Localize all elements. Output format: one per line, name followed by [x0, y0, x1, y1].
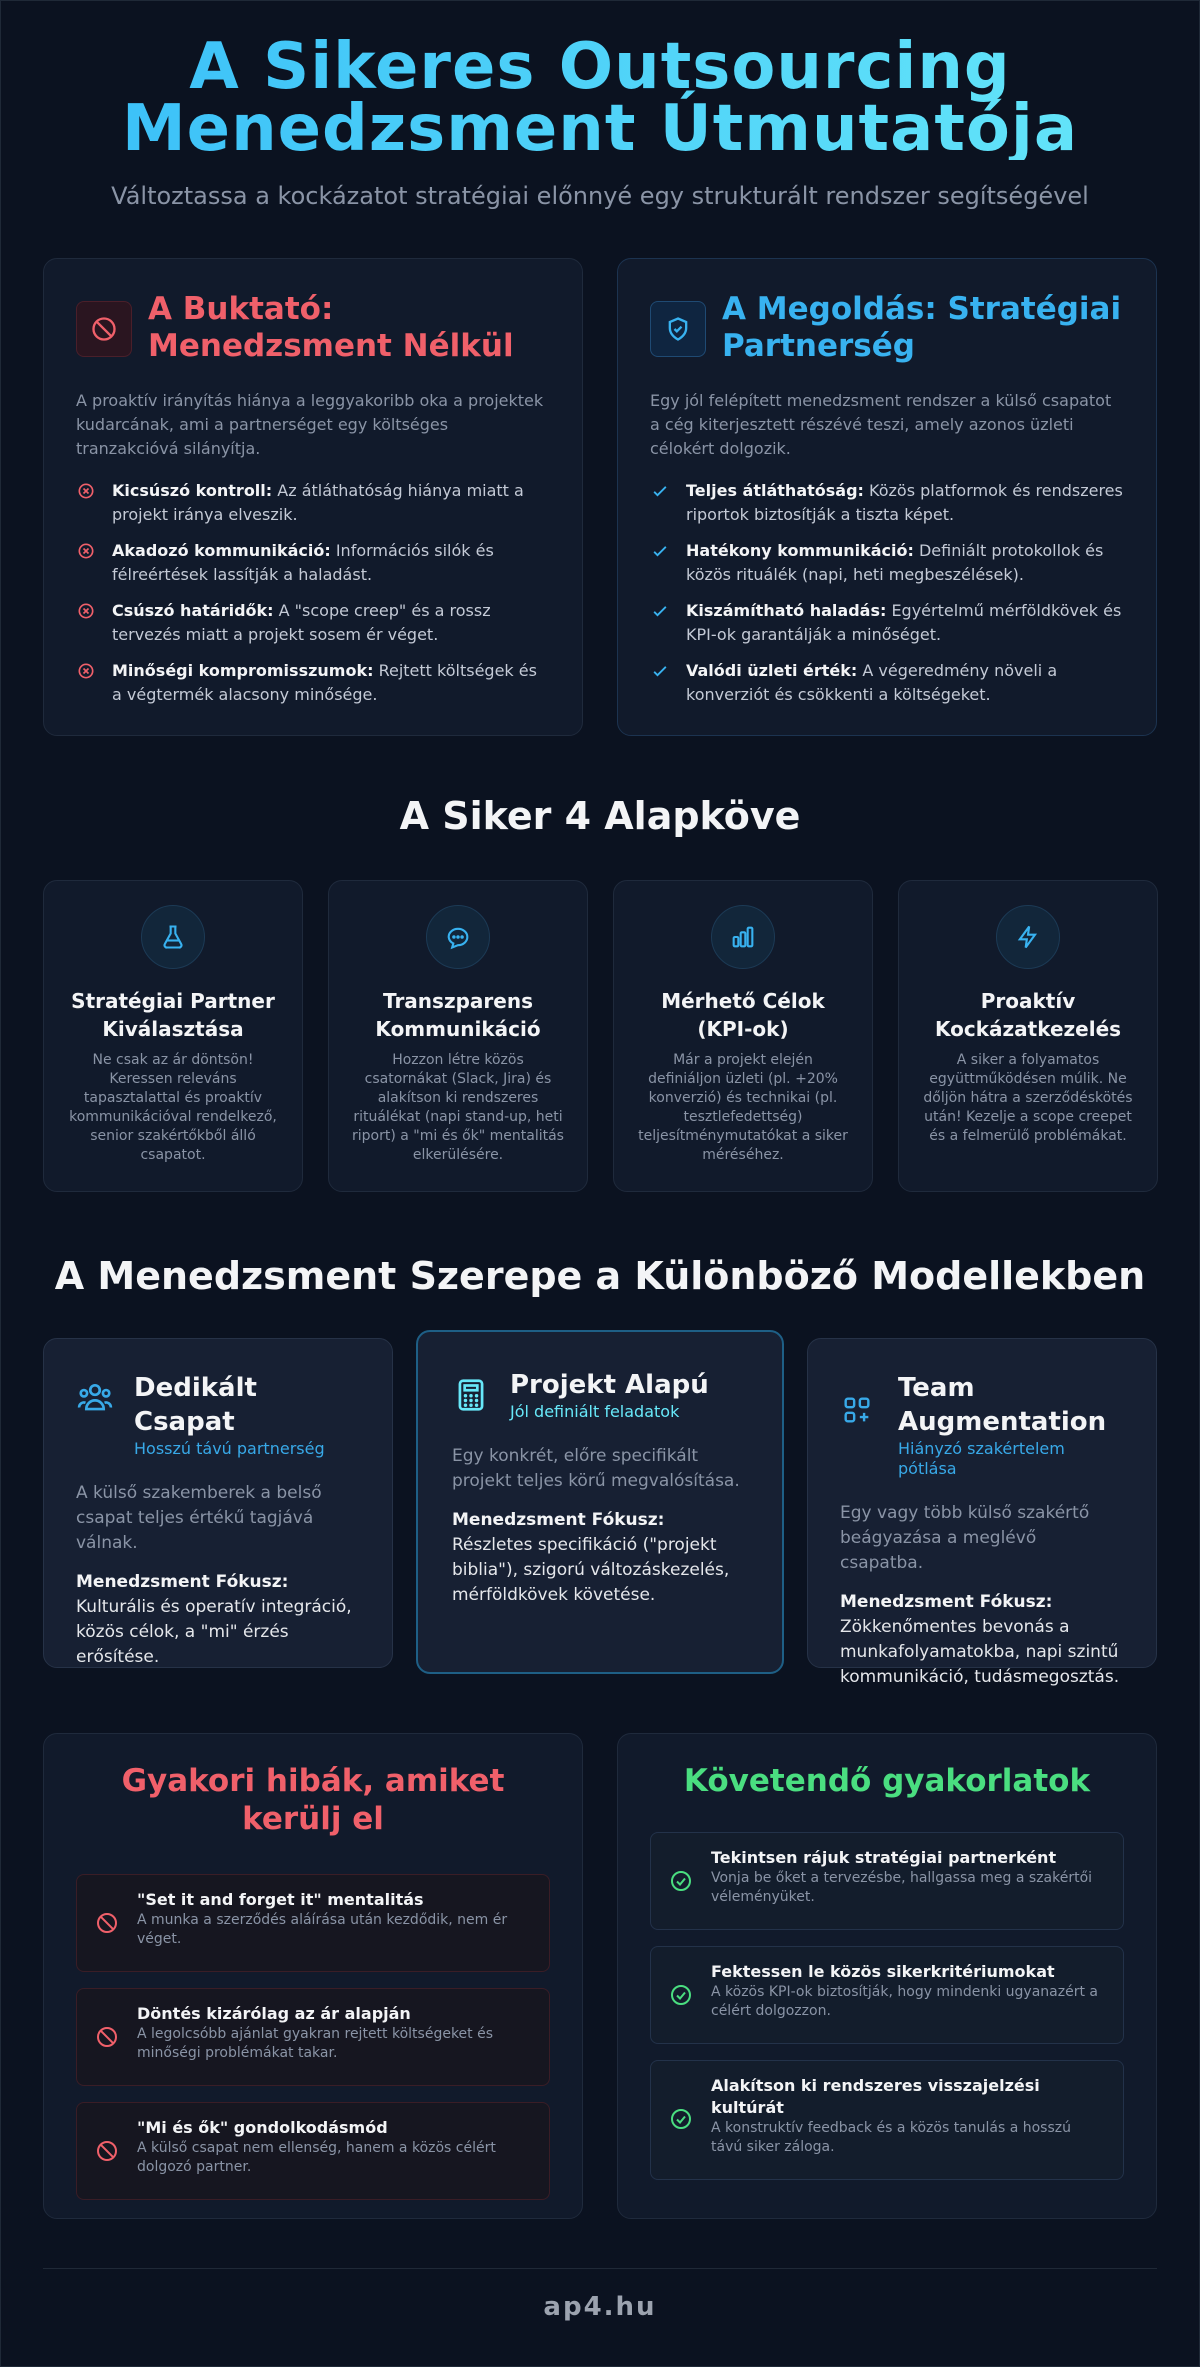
- team-icon: [76, 1371, 116, 1421]
- item-text: Információs silók és félreértések lassítják a haladást.: [112, 541, 494, 584]
- practice-item: [650, 2060, 1124, 2180]
- pillar-title: Mérhető Célok (KPI-ok): [661, 989, 825, 1041]
- ban-icon: [95, 2003, 121, 2053]
- ban-icon: [95, 2117, 121, 2167]
- pitfall-card: [43, 258, 583, 736]
- check-icon: [650, 539, 672, 587]
- model-tag: Hiányzó szakértelem pótlása: [898, 1439, 1065, 1478]
- title-line-1: A Sikeres Outsourcing: [189, 30, 1011, 104]
- bar-chart-icon: [711, 905, 775, 969]
- focus-label: Menedzsment Fókusz:: [76, 1572, 289, 1592]
- solution-intro: Egy jól felépített menedzsment rendszer a külső csapatot a cég kiterjesztett részévé teszi, amely azonos üzleti célokért dolgozik.: [650, 391, 1112, 458]
- focus-text: Kulturális és operatív integráció, közös célok, a "mi" érzés erősítése.: [76, 1597, 352, 1667]
- model-card-augmentation: [807, 1338, 1157, 1687]
- list-item: [76, 599, 550, 647]
- flask-icon: [141, 905, 205, 969]
- check-icon: [650, 599, 672, 647]
- ban-icon: [95, 1889, 121, 1939]
- squares-plus-icon: [840, 1371, 880, 1431]
- page-subtitle: Változtassa a kockázatot stratégiai előnnyé egy strukturált rendszer segítségével: [111, 182, 1089, 210]
- item-bold: Hatékony kommunikáció:: [686, 541, 914, 560]
- mistakes-card: [43, 1733, 583, 2219]
- title-line-2: Menedzsment Útmutatója: [121, 92, 1079, 166]
- item-text: A legolcsóbb ajánlat gyakran rejtett költségeket és minőségi problémákat takar.: [137, 2026, 494, 2061]
- item-title: Fektessen le közös sikerkritériumokat: [711, 1962, 1055, 1981]
- mistake-item: [76, 1988, 550, 2086]
- pillar-title: Transzparens Kommunikáció: [375, 989, 541, 1041]
- check-icon: [650, 659, 672, 707]
- footer-divider: [43, 2268, 1157, 2269]
- item-bold: Teljes átláthatóság:: [686, 481, 864, 500]
- solution-list: [650, 479, 1124, 707]
- list-item: [650, 539, 1124, 587]
- list-item: [76, 479, 550, 527]
- item-text: Rejtett költségek és a végtermék alacsony minősége.: [112, 661, 537, 704]
- focus-label: Menedzsment Fókusz:: [840, 1592, 1053, 1612]
- focus-text: Zökkenőmentes bevonás a munkafolyamatokba, napi szintű kommunikáció, tudásmegosztás.: [840, 1617, 1120, 1687]
- focus-label: Menedzsment Fókusz:: [452, 1510, 665, 1530]
- item-text: Definiált protokollok és közös rituálék (napi, heti megbeszélések).: [686, 541, 1104, 584]
- practices-title: Követendő gyakorlatok: [683, 1763, 1091, 1799]
- pillars-title: A Siker 4 Alapköve: [399, 794, 801, 838]
- item-text: A munka a szerződés aláírása után kezdődik, nem ér véget.: [137, 1912, 508, 1947]
- solution-title: A Megoldás: Stratégiai Partnerség: [722, 291, 1122, 364]
- mistake-item: [76, 1874, 550, 1972]
- x-circle-icon: [76, 479, 98, 527]
- check-circle-icon: [669, 2075, 695, 2135]
- model-focus: [840, 1590, 1124, 1690]
- model-desc: Egy vagy több külső szakértő beágyazása a meglévő csapatba.: [840, 1503, 1090, 1573]
- pillar-text: Már a projekt elején definiáljon üzleti (pl. +20% konverzió) és technikai (pl. tesztlefedettség) teljesítménymutatókat a siker méréséhez.: [638, 1052, 848, 1163]
- models-title: A Menedzsment Szerepe a Különböző Modellekben: [54, 1254, 1146, 1298]
- item-bold: Minőségi kompromisszumok:: [112, 661, 374, 680]
- model-desc: A külső szakemberek a belső csapat teljes értékű tagjává válnak.: [76, 1483, 322, 1553]
- item-bold: Valódi üzleti érték:: [686, 661, 858, 680]
- practices-card: [617, 1733, 1157, 2219]
- mistakes-title: Gyakori hibák, amiket kerülj el: [121, 1763, 505, 1837]
- item-text: Közös platformok és rendszeres riportok biztosítják a tiszta képet.: [686, 481, 1123, 524]
- list-item: [76, 659, 550, 707]
- hero: [0, 30, 1200, 210]
- item-text: A végeredmény növeli a konverziót és csökkenti a költségeket.: [686, 661, 1058, 704]
- item-text: Egyértelmű mérföldkövek és KPI-ok garantálják a minőséget.: [686, 601, 1122, 644]
- practice-item: [650, 1946, 1124, 2044]
- item-text: A külső csapat nem ellenség, hanem a közös célért dolgozó partner.: [137, 2140, 496, 2175]
- item-title: Döntés kizárólag az ár alapján: [137, 2004, 411, 2023]
- model-tag: Jól definiált feladatok: [510, 1402, 680, 1421]
- pillar-text: Hozzon létre közös csatornákat (Slack, Jira) és alakítson ki rendszeres rituálékat (napi stand-up, heti riport) a "mi és ők" mentalitás elkerülésére.: [352, 1052, 564, 1163]
- pillar-card: [43, 880, 303, 1192]
- x-circle-icon: [76, 599, 98, 647]
- list-item: [650, 479, 1124, 527]
- list-item: [650, 599, 1124, 647]
- list-item: [76, 539, 550, 587]
- chat-icon: [426, 905, 490, 969]
- pillar-card: [328, 880, 588, 1192]
- item-text: A "scope creep" és a rossz tervezés miatt a projekt sosem ér véget.: [112, 601, 491, 644]
- x-circle-icon: [76, 539, 98, 587]
- practice-item: [650, 1832, 1124, 1930]
- pitfall-title: A Buktató: Menedzsment Nélkül: [148, 291, 514, 364]
- pillar-text: A siker a folyamatos együttműködésen múlik. Ne dőljön hátra a szerződéskötés után! Kezelje a scope creepet és a felmerülő problémákat.: [923, 1052, 1133, 1144]
- item-text: Vonja be őket a tervezésbe, hallgassa meg a szakértői véleményüket.: [711, 1870, 1093, 1905]
- check-circle-icon: [669, 1961, 695, 2011]
- item-text: A közös KPI-ok biztosítják, hogy mindenki ugyanazért a célért dolgozzon.: [711, 1984, 1098, 2019]
- model-tag: Hosszú távú partnerség: [134, 1439, 325, 1458]
- solution-card: [617, 258, 1157, 736]
- pitfall-intro: A proaktív irányítás hiánya a leggyakoribb oka a projektek kudarcának, ami a partnerséget egy költséges tranzakcióvá silányítja.: [76, 391, 544, 458]
- model-focus: [76, 1570, 360, 1670]
- model-card-dedicated: [43, 1338, 393, 1668]
- lightning-icon: [996, 905, 1060, 969]
- list-item: [650, 659, 1124, 707]
- item-bold: Kicsúszó kontroll:: [112, 481, 273, 500]
- item-title: "Set it and forget it" mentalitás: [137, 1890, 424, 1909]
- item-title: "Mi és ők" gondolkodásmód: [137, 2118, 388, 2137]
- mistake-item: [76, 2102, 550, 2200]
- model-title: Projekt Alapú: [510, 1370, 709, 1400]
- pillar-text: Ne csak az ár döntsön! Keressen releváns tapasztalattal és proaktív kommunikációval rendelkező, senior szakértőkből álló csapatot.: [69, 1052, 277, 1163]
- model-desc: Egy konkrét, előre specifikált projekt teljes körű megvalósítása.: [452, 1446, 740, 1491]
- pitfall-list: [76, 479, 550, 707]
- pillar-title: Proaktív Kockázatkezelés: [934, 989, 1122, 1041]
- model-title: Dedikált Csapat: [134, 1373, 257, 1437]
- item-bold: Akadozó kommunikáció:: [112, 541, 331, 560]
- focus-text: Részletes specifikáció ("projekt biblia"), szigorú változáskezelés, mérföldkövek követése.: [452, 1535, 730, 1605]
- check-circle-icon: [669, 1847, 695, 1897]
- item-title: Alakítson ki rendszeres visszajelzési kultúrát: [711, 2076, 1040, 2117]
- item-title: Tekintsen rájuk stratégiai partnerként: [711, 1848, 1057, 1867]
- pillar-card: [613, 880, 873, 1192]
- item-bold: Kiszámítható haladás:: [686, 601, 887, 620]
- check-icon: [650, 479, 672, 527]
- model-card-project: [416, 1330, 784, 1674]
- shield-check-icon: [650, 301, 706, 357]
- item-text: Az átláthatóság hiánya miatt a projekt iránya elveszik.: [112, 481, 524, 524]
- item-bold: Csúszó határidők:: [112, 601, 274, 620]
- pillar-card: [898, 880, 1158, 1192]
- item-text: A konstruktív feedback és a közös tanulás a hosszú távú siker záloga.: [711, 2120, 1071, 2155]
- x-circle-icon: [76, 659, 98, 707]
- model-focus: [452, 1508, 748, 1608]
- model-title: Team Augmentation: [898, 1373, 1107, 1437]
- ban-icon: [76, 301, 132, 357]
- pillar-title: Stratégiai Partner Kiválasztása: [71, 989, 275, 1041]
- footer-brand[interactable]: ap4.hu: [543, 2292, 657, 2322]
- page-title: [0, 30, 1200, 166]
- calculator-icon: [452, 1368, 492, 1418]
